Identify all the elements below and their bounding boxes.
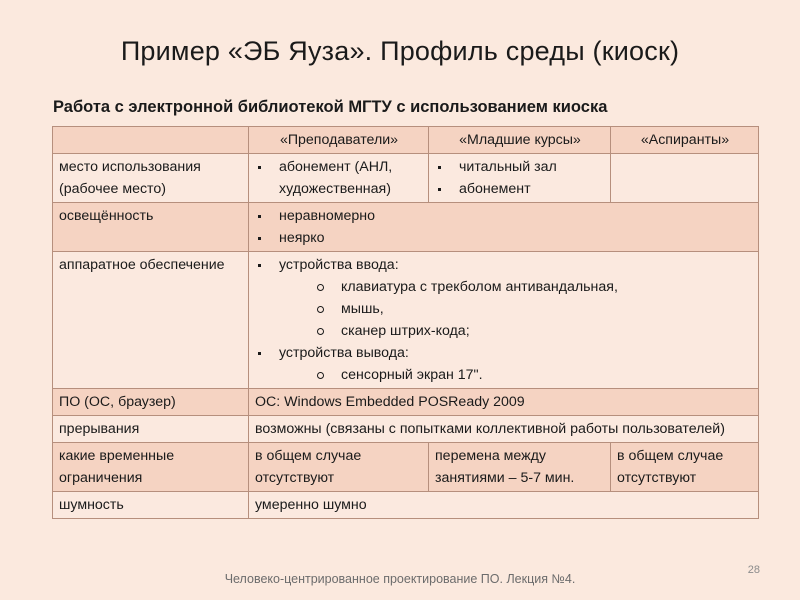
output-devices-label: устройства вывода: bbox=[279, 345, 409, 361]
input-devices-label: устройства ввода: bbox=[279, 257, 399, 273]
sub-list-item: сканер штрих-кода; bbox=[279, 320, 753, 342]
row-label: место использования (рабочее место) bbox=[53, 154, 249, 203]
sub-list-item: мышь, bbox=[279, 298, 753, 320]
row-label: аппаратное обеспечение bbox=[53, 252, 249, 389]
list-item: абонемент bbox=[435, 178, 605, 200]
cell-software-value: ОС: Windows Embedded POSReady 2009 bbox=[249, 389, 759, 416]
cell-place-teachers bbox=[249, 154, 429, 203]
header-cell-empty bbox=[53, 127, 249, 154]
header-cell-juniors: «Младшие курсы» bbox=[429, 127, 611, 154]
table-row-time-limits bbox=[53, 443, 759, 492]
table-row-hardware bbox=[53, 252, 759, 389]
environment-profile-table bbox=[52, 126, 759, 519]
table-row-lighting bbox=[53, 203, 759, 252]
list-item bbox=[255, 254, 753, 342]
list-item: читальный зал bbox=[435, 156, 605, 178]
cell-time-limits-juniors: перемена между занятиями – 5-7 мин. bbox=[429, 443, 611, 492]
row-label: шумность bbox=[53, 492, 249, 519]
row-label: какие временные ограничения bbox=[53, 443, 249, 492]
cell-lighting-value bbox=[249, 203, 759, 252]
row-label: ПО (ОС, браузер) bbox=[53, 389, 249, 416]
cell-time-limits-teachers: в общем случае отсутствуют bbox=[249, 443, 429, 492]
page-number: 28 bbox=[747, 564, 760, 576]
cell-place-postgrads bbox=[611, 154, 759, 203]
list-item: абонемент (АНЛ, художественная) bbox=[255, 156, 423, 200]
table-row-noise bbox=[53, 492, 759, 519]
header-cell-postgrads: «Аспиранты» bbox=[611, 127, 759, 154]
table-row-place bbox=[53, 154, 759, 203]
cell-place-juniors bbox=[429, 154, 611, 203]
cell-time-limits-postgrads: в общем случае отсутствуют bbox=[611, 443, 759, 492]
list-item: неярко bbox=[255, 227, 753, 249]
slide-footer: Человеко-центрированное проектирование ПО. Лекция №4. bbox=[224, 572, 576, 586]
list-item bbox=[255, 342, 753, 386]
sub-list-item: сенсорный экран 17". bbox=[279, 364, 753, 386]
row-label: прерывания bbox=[53, 416, 249, 443]
slide-title: Пример «ЭБ Яуза». Профиль среды (киоск) bbox=[120, 36, 680, 66]
list-item: неравномерно bbox=[255, 205, 753, 227]
table-header-row bbox=[53, 127, 759, 154]
cell-interruptions-value: возможны (связаны с попытками коллективной работы пользователей) bbox=[249, 416, 759, 443]
header-cell-teachers: «Преподаватели» bbox=[249, 127, 429, 154]
slide-subtitle: Работа с электронной библиотекой МГТУ с использованием киоска bbox=[53, 98, 608, 116]
cell-noise-value: умеренно шумно bbox=[249, 492, 759, 519]
sub-list-item: клавиатура с трекболом антивандальная, bbox=[279, 276, 753, 298]
cell-hardware-value bbox=[249, 252, 759, 389]
row-label: освещённость bbox=[53, 203, 249, 252]
table-row-interruptions bbox=[53, 416, 759, 443]
table-row-software bbox=[53, 389, 759, 416]
